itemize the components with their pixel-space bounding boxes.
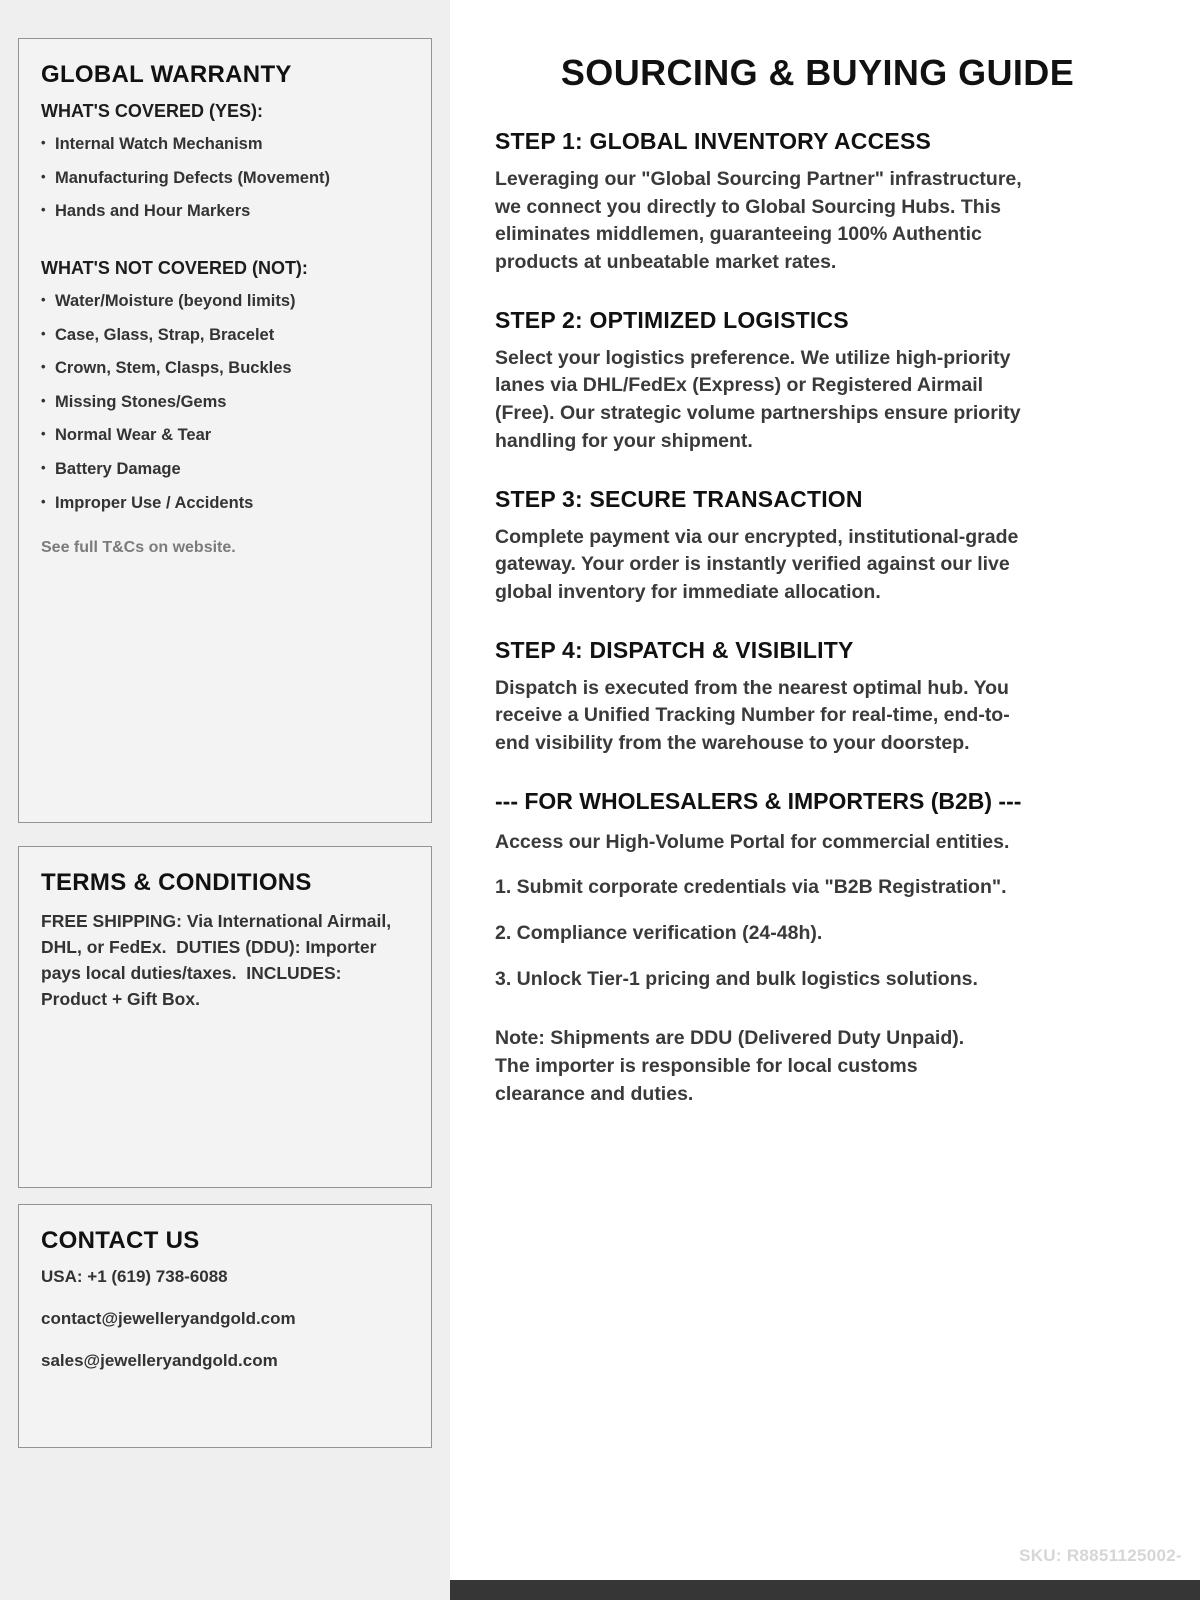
step-section <box>495 637 1140 758</box>
sales-email: sales@jewelleryandgold.com <box>41 1351 278 1370</box>
not-covered-item: • Improper Use / Accidents <box>41 493 409 514</box>
terms-card <box>18 846 432 1188</box>
b2b-intro: Access our High-Volume Portal for commercial entities. <box>495 830 1010 853</box>
warranty-footnote: See full T&Cs on website. <box>41 539 236 557</box>
b2b-step-3: 3. Unlock Tier-1 pricing and bulk logistics solutions. <box>495 967 978 990</box>
not-covered-item: • Water/Moisture (beyond limits) <box>41 291 409 312</box>
b2b-note: Note: Shipments are DDU (Delivered Duty Unpaid). The importer is responsible for local customs clearance and duties. <box>495 1027 965 1105</box>
page-title: SOURCING & BUYING GUIDE <box>560 52 1075 93</box>
b2b-step-1: 1. Submit corporate credentials via "B2B Registration". <box>495 876 1007 899</box>
step-1-heading: STEP 1: GLOBAL INVENTORY ACCESS <box>495 128 932 154</box>
step-3-body: Complete payment via our encrypted, institutional-grade gateway. Your order is instantly verified against our live global inventory for immediate allocation. <box>495 525 1019 603</box>
covered-item: • Internal Watch Mechanism <box>41 134 409 155</box>
sku-label: SKU: R8851125002- <box>1019 1546 1182 1565</box>
terms-body: FREE SHIPPING: Via International Airmail, DHL, or FedEx. DUTIES (DDU): Importer pays local duties/taxes. INCLUDES: Product + Gift Box. <box>41 911 396 1009</box>
sidebar <box>0 0 450 1600</box>
b2b-heading: --- FOR WHOLESALERS & IMPORTERS (B2B) --- <box>495 787 1022 814</box>
covered-item: • Manufacturing Defects (Movement) <box>41 168 409 189</box>
b2b-step-2: 2. Compliance verification (24-48h). <box>495 922 823 944</box>
step-2-heading: STEP 2: OPTIMIZED LOGISTICS <box>495 306 849 333</box>
not-covered-title: WHAT'S NOT COVERED (NOT): <box>41 257 308 278</box>
covered-item: • Hands and Hour Markers <box>41 201 409 222</box>
step-2-body: Select your logistics preference. We utilize high-priority lanes via DHL/FedEx (Express) or Registered Airmail (Free). Our strategic volume partnerships ensure priority handling for your shipment. <box>495 346 1021 452</box>
bottom-bar <box>450 1580 1200 1600</box>
contact-card <box>18 1204 432 1448</box>
terms-title: TERMS & CONDITIONS <box>41 869 312 896</box>
not-covered-item: • Normal Wear & Tear <box>41 425 409 446</box>
step-3-heading: STEP 3: SECURE TRANSACTION <box>495 485 863 512</box>
contact-email: contact@jewelleryandgold.com <box>41 1309 296 1328</box>
not-covered-item: • Crown, Stem, Clasps, Buckles <box>41 358 409 379</box>
warranty-card <box>18 38 432 823</box>
step-4-body: Dispatch is executed from the nearest optimal hub. You receive a Unified Tracking Number for real-time, end-to-end visibility from the warehouse to your doorstep. <box>495 676 1010 754</box>
not-covered-item: • Case, Glass, Strap, Bracelet <box>41 325 409 346</box>
step-4-heading: STEP 4: DISPATCH & VISIBILITY <box>495 636 854 663</box>
not-covered-item: • Battery Damage <box>41 459 409 480</box>
contact-phone: USA: +1 (619) 738-6088 <box>41 1267 228 1286</box>
sourcing-guide-main <box>450 0 1200 1600</box>
not-covered-item: • Missing Stones/Gems <box>41 392 409 413</box>
warranty-title: GLOBAL WARRANTY <box>41 61 292 88</box>
step-1-body: Leveraging our "Global Sourcing Partner" infrastructure, we connect you directly to Global Sourcing Hubs. This eliminates middlemen, guaranteeing 100% Authentic products at unbeatable market rates. <box>495 168 1022 274</box>
contact-title: CONTACT US <box>41 1227 200 1254</box>
step-section <box>495 307 1140 456</box>
covered-title: WHAT'S COVERED (YES): <box>41 101 263 121</box>
b2b-section <box>495 788 1140 1109</box>
step-section <box>495 486 1140 607</box>
step-section <box>495 128 1140 277</box>
